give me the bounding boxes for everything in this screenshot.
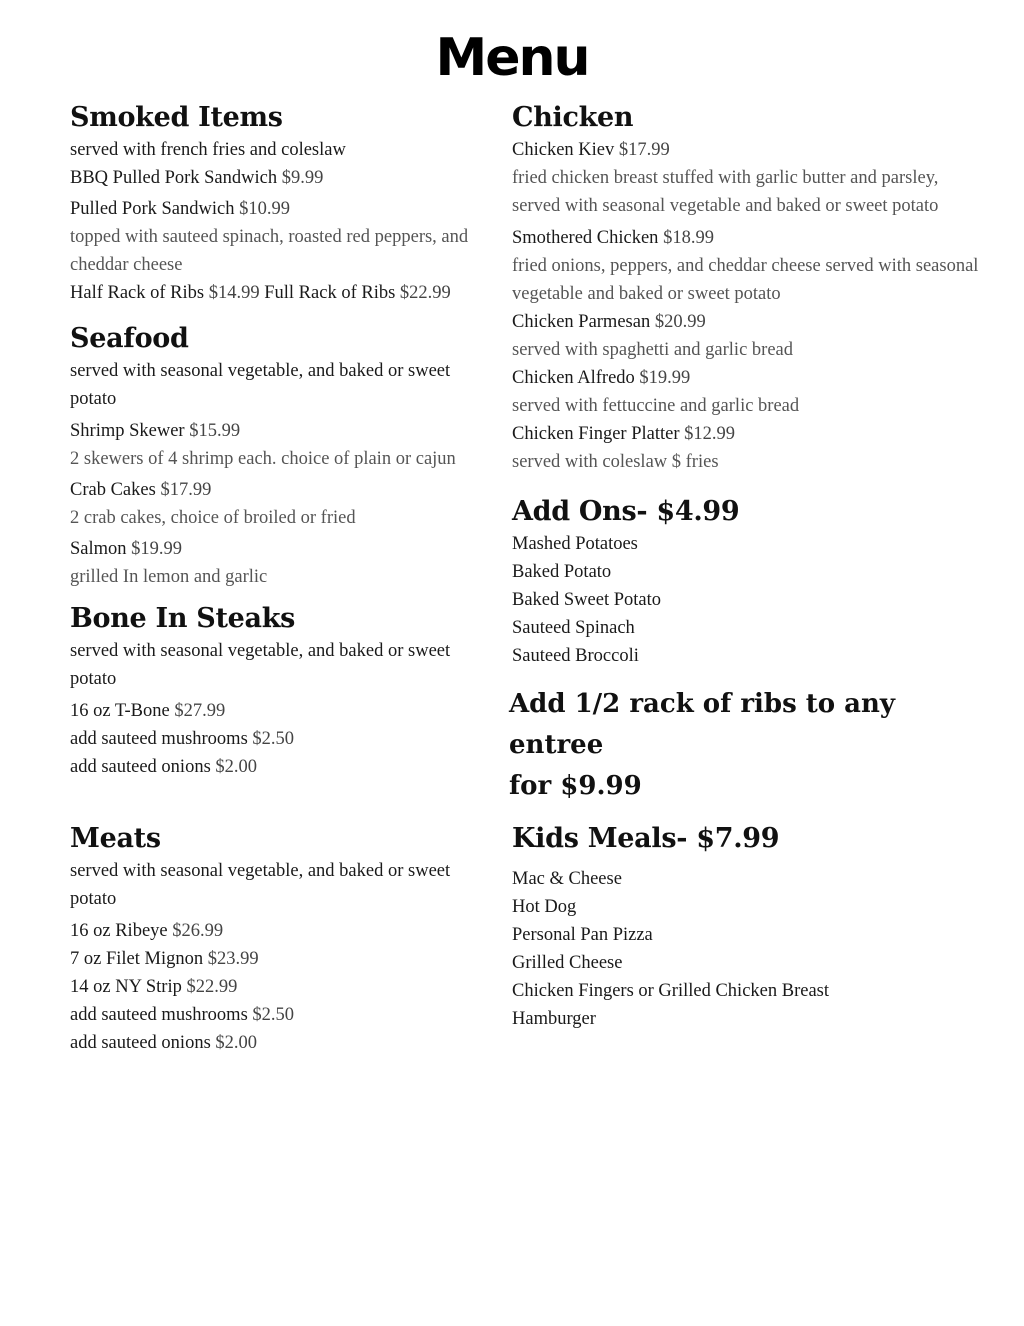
section-bone-in-steaks <box>70 601 500 781</box>
section-chicken <box>512 100 982 476</box>
offer-line: for $9.99 <box>509 771 642 801</box>
item-price: $22.99 <box>399 283 451 303</box>
item-price: $23.99 <box>207 949 259 969</box>
item-description: fried chicken breast stuffed with garlic butter and parsley, served with seasonal vegetable and baked or sweet potato <box>512 168 939 216</box>
item-description: fried onions, peppers, and cheddar cheese served with seasonal vegetable and baked or sweet potato <box>512 256 979 304</box>
list-item: Baked Sweet Potato <box>512 590 662 610</box>
item-price: $15.99 <box>189 421 241 441</box>
item-price: $27.99 <box>174 701 226 721</box>
section-meats <box>70 821 500 1057</box>
menu-item <box>70 917 500 945</box>
section-add-ons <box>512 494 982 670</box>
menu-item <box>512 136 982 164</box>
item-price: $2.50 <box>252 1005 295 1025</box>
section-title: Chicken <box>512 102 634 133</box>
list-item: Personal Pan Pizza <box>512 925 653 945</box>
item-name: 16 oz Ribeye <box>70 921 168 941</box>
offer-line: Add 1/2 rack of ribs to any entree <box>509 689 896 760</box>
menu-item <box>70 535 500 563</box>
left-column <box>70 100 500 1057</box>
item-name: add sauteed onions <box>70 757 211 777</box>
menu-item <box>70 753 500 781</box>
item-price: $20.99 <box>654 312 706 332</box>
item-name: 14 oz NY Strip <box>70 977 182 997</box>
ribs-offer <box>509 684 982 807</box>
item-name: Shrimp Skewer <box>70 421 185 441</box>
menu-item <box>512 364 982 392</box>
item-price: $2.00 <box>215 1033 258 1053</box>
item-name: Chicken Kiev <box>512 140 615 160</box>
item-name: Crab Cakes <box>70 480 156 500</box>
page-title: Menu <box>435 28 589 88</box>
section-title: Kids Meals- $7.99 <box>512 823 780 854</box>
item-price: $17.99 <box>160 480 212 500</box>
menu-item <box>70 945 500 973</box>
menu-item <box>70 697 500 725</box>
section-note: served with french fries and coleslaw <box>70 140 346 160</box>
item-name: Chicken Alfredo <box>512 368 635 388</box>
list-item: Sauteed Broccoli <box>512 646 639 666</box>
item-description: topped with sauteed spinach, roasted red peppers, and cheddar cheese <box>70 227 469 275</box>
item-name: Chicken Finger Platter <box>512 424 680 444</box>
section-seafood <box>70 321 500 591</box>
item-name: Smothered Chicken <box>512 228 659 248</box>
item-name: Full Rack of Ribs <box>264 283 396 303</box>
item-price: $2.50 <box>252 729 295 749</box>
list-item: Chicken Fingers or Grilled Chicken Breast <box>512 981 830 1001</box>
menu-item <box>70 476 500 504</box>
item-name: add sauteed onions <box>70 1033 211 1053</box>
menu-item <box>512 308 982 336</box>
menu-item <box>70 725 500 753</box>
menu-item <box>70 1001 500 1029</box>
item-description: served with spaghetti and garlic bread <box>512 340 793 360</box>
item-price: $9.99 <box>281 168 324 188</box>
list-item: Hamburger <box>512 1009 596 1029</box>
menu-item <box>70 973 500 1001</box>
section-smoked-items <box>70 100 500 307</box>
item-price: $26.99 <box>172 921 224 941</box>
item-name: add sauteed mushrooms <box>70 729 248 749</box>
list-item: Grilled Cheese <box>512 953 623 973</box>
section-title: Meats <box>70 823 161 854</box>
item-price: $22.99 <box>186 977 238 997</box>
menu-item <box>70 279 500 307</box>
item-price: $10.99 <box>239 199 290 219</box>
section-note: served with seasonal vegetable, and baked or sweet potato <box>70 361 451 409</box>
item-description: served with fettuccine and garlic bread <box>512 396 800 416</box>
section-title: Seafood <box>70 323 189 354</box>
item-price: $19.99 <box>131 539 183 559</box>
item-price: $12.99 <box>684 424 735 444</box>
item-name: Salmon <box>70 539 127 559</box>
item-description: grilled In lemon and garlic <box>70 567 268 587</box>
menu-item <box>70 1029 500 1057</box>
item-description: served with coleslaw $ fries <box>512 452 719 472</box>
section-kids-meals <box>512 821 982 1033</box>
item-name: add sauteed mushrooms <box>70 1005 248 1025</box>
list-item: Sauteed Spinach <box>512 618 635 638</box>
section-note: served with seasonal vegetable, and baked or sweet potato <box>70 641 451 689</box>
item-price: $18.99 <box>663 228 714 248</box>
list-item: Mac & Cheese <box>512 869 622 889</box>
menu-item <box>512 420 982 448</box>
item-name: Chicken Parmesan <box>512 312 651 332</box>
menu-item <box>70 417 500 445</box>
item-price: $2.00 <box>215 757 258 777</box>
list-item: Mashed Potatoes <box>512 534 638 554</box>
menu-item <box>512 224 982 252</box>
item-description: 2 skewers of 4 shrimp each. choice of plain or cajun <box>70 449 456 469</box>
menu-item <box>70 195 500 223</box>
right-column <box>509 100 982 1033</box>
item-name: Half Rack of Ribs <box>70 283 205 303</box>
section-note: served with seasonal vegetable, and baked or sweet potato <box>70 861 451 909</box>
item-price: $19.99 <box>639 368 691 388</box>
list-item: Hot Dog <box>512 897 577 917</box>
item-name: 7 oz Filet Mignon <box>70 949 204 969</box>
item-name: BBQ Pulled Pork Sandwich <box>70 168 278 188</box>
item-name: 16 oz T-Bone <box>70 701 170 721</box>
item-name: Pulled Pork Sandwich <box>70 199 235 219</box>
section-title: Smoked Items <box>70 102 283 133</box>
item-price: $14.99 <box>208 283 260 303</box>
section-title: Bone In Steaks <box>70 603 296 634</box>
item-description: 2 crab cakes, choice of broiled or fried <box>70 508 356 528</box>
menu-item <box>70 164 500 192</box>
list-item: Baked Potato <box>512 562 612 582</box>
section-title: Add Ons- $4.99 <box>512 496 740 527</box>
item-price: $17.99 <box>618 140 670 160</box>
